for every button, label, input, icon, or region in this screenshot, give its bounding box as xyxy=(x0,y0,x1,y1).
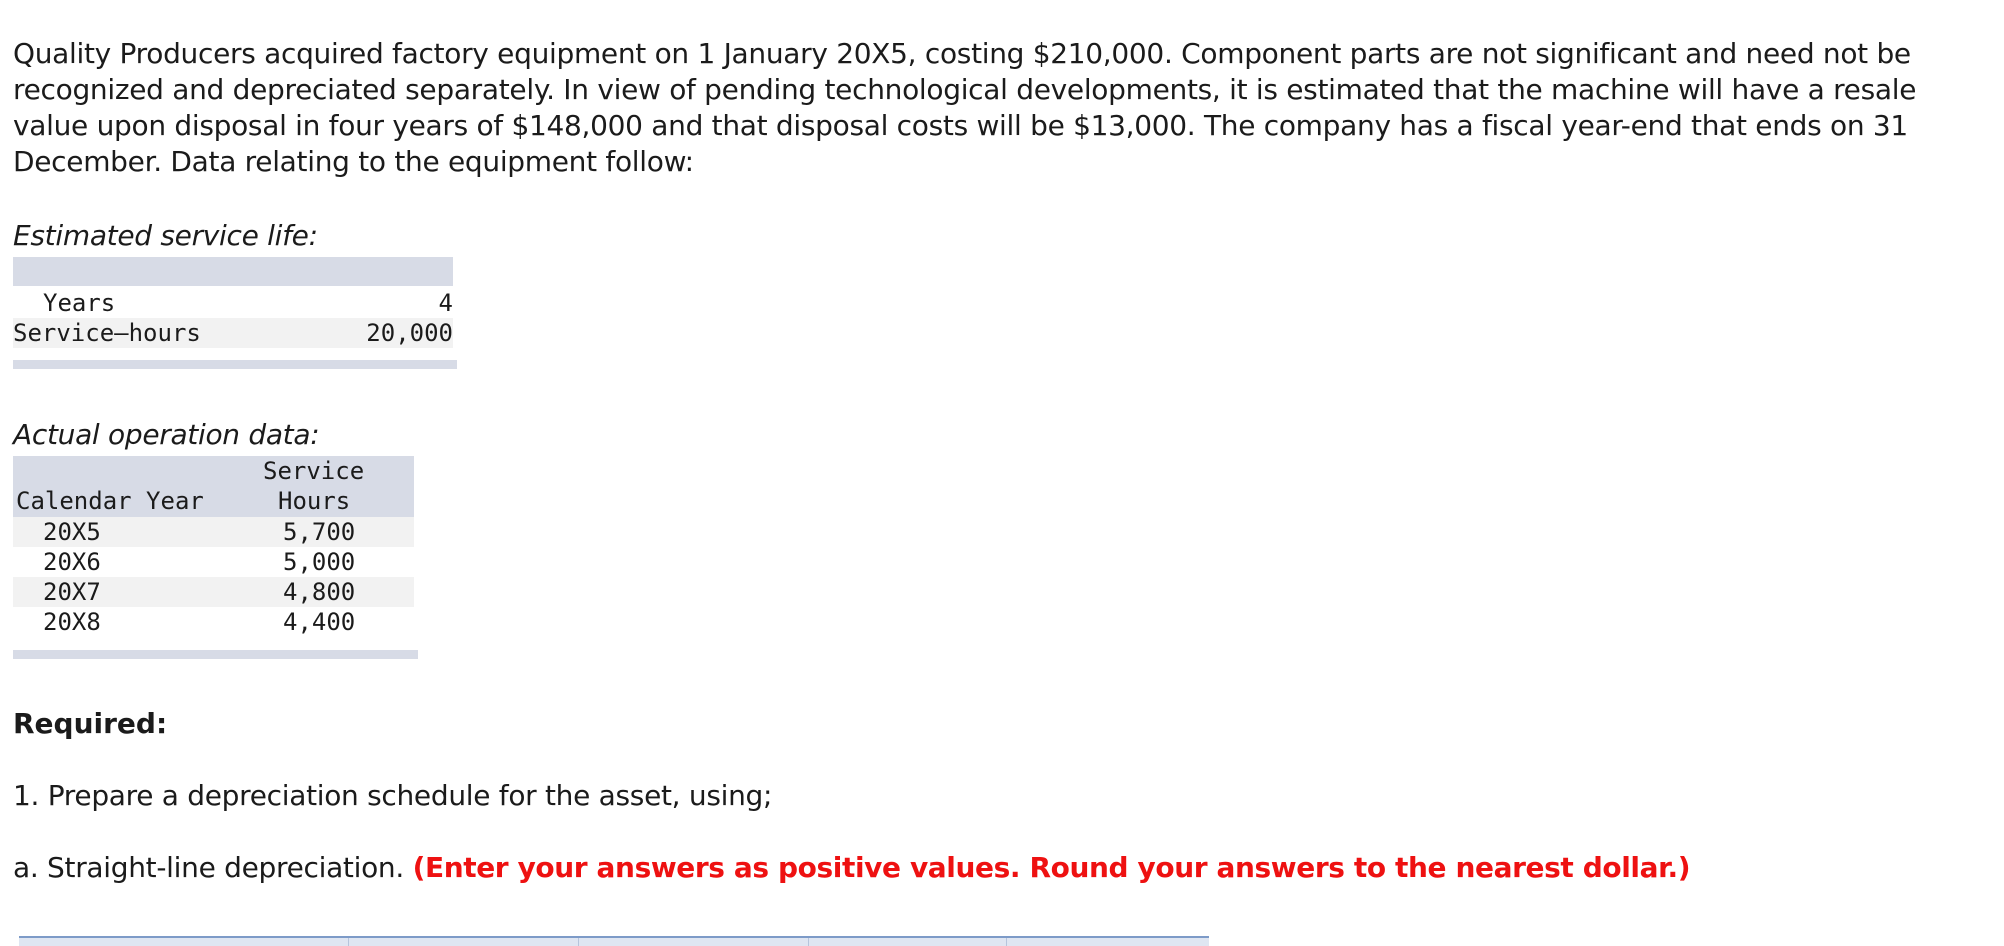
required-item-a xyxy=(13,850,1690,886)
item-a-text: a. Straight-line depreciation. xyxy=(13,851,404,884)
required-item-1: 1. Prepare a depreciation schedule for the asset, using; xyxy=(13,779,773,812)
year-cell: 20X8 xyxy=(43,608,101,636)
answer-table-column xyxy=(19,938,349,946)
table-row xyxy=(13,517,414,547)
problem-intro: Quality Producers acquired factory equipment on 1 January 20X5, costing $210,000. Component parts are not significant and need not be recognized and depreciated separately. In view of pending technological developments, it is estimated that the machine will have a resale value upon disposal in four years of $148,000 and that disposal costs will be $13,000. The company has a fiscal year-end that ends on 31 December. Data relating to the equipment follow: xyxy=(13,37,1917,178)
hours-cell: 5,700 xyxy=(283,518,356,546)
hours-cell: 4,800 xyxy=(283,578,356,606)
answer-table-column xyxy=(1007,938,1209,946)
service-life-title: Estimated service life: xyxy=(13,219,318,252)
year-cell: 20X5 xyxy=(43,518,101,546)
answer-table-column xyxy=(579,938,809,946)
service-life-footer-band xyxy=(13,360,457,369)
hours-cell: 4,400 xyxy=(283,608,356,636)
operation-data-title: Actual operation data: xyxy=(13,418,320,451)
operation-data-header xyxy=(13,456,414,517)
question-page xyxy=(13,0,1993,938)
operation-data-footer-band xyxy=(13,650,418,659)
table-row xyxy=(13,318,453,348)
column-header-calendar-year: Calendar Year xyxy=(16,487,204,515)
service-life-value: 20,000 xyxy=(366,319,453,347)
service-life-label: Years xyxy=(43,289,116,317)
answer-table-column xyxy=(809,938,1007,946)
table-row xyxy=(13,547,414,577)
table-row xyxy=(13,577,414,607)
year-cell: 20X7 xyxy=(43,578,101,606)
item-a-instruction: (Enter your answers as positive values. Round your answers to the nearest dollar.) xyxy=(412,851,1691,884)
table-row xyxy=(13,288,453,318)
service-life-label: Service–hours xyxy=(13,319,201,347)
table-row xyxy=(13,607,414,637)
service-life-value: 4 xyxy=(438,289,453,317)
hours-cell: 5,000 xyxy=(283,548,356,576)
year-cell: 20X6 xyxy=(43,548,101,576)
column-header-hours: Hours xyxy=(278,487,351,515)
required-heading: Required: xyxy=(13,707,168,740)
column-header-service: Service xyxy=(263,457,365,485)
service-life-header-band xyxy=(13,257,453,286)
answer-table-column xyxy=(349,938,579,946)
